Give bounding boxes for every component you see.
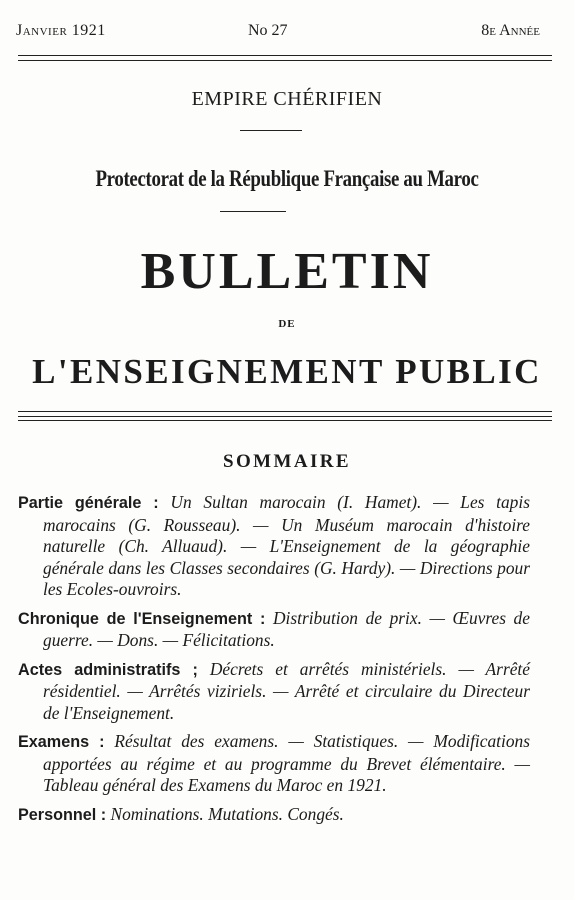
empire-title: EMPIRE CHÉRIFIEN <box>191 88 383 110</box>
entry-head: Actes administratifs ; <box>18 660 198 679</box>
header-rule-bottom <box>18 60 552 61</box>
title-rule-middle <box>18 416 552 417</box>
entry-body: Distribution de prix. — Œuvres de guerre. — Dons. — Félicitations. <box>43 607 530 650</box>
entry-head: Personnel : <box>18 805 107 824</box>
title-rule-bottom <box>18 420 552 421</box>
entry-head: Chronique de l'Enseignement : <box>18 609 266 628</box>
divider-short-2 <box>220 211 286 212</box>
sommaire-entry-examens <box>18 731 530 797</box>
sommaire-heading: SOMMAIRE <box>223 451 351 472</box>
sommaire-entry-actes <box>18 659 530 725</box>
entry-head: Partie générale : <box>18 494 159 512</box>
issue-year: 8e Année <box>481 22 540 39</box>
issue-number: No 27 <box>248 22 288 39</box>
de-word: DE <box>278 318 296 330</box>
protectorat-title: Protectorat de la République Française au Maroc <box>95 166 479 191</box>
page-header <box>0 22 574 46</box>
issue-date: Janvier 1921 <box>16 22 106 39</box>
title-rule-top <box>18 411 552 412</box>
entry-body: Décrets et arrêtés ministériels. — Arrêté résidentiel. — Arrêtés viziriels. — Arrêté et circulaire du Directeur de l'Enseignement. <box>43 658 530 723</box>
enseignement-title: L'ENSEIGNEMENT PUBLIC <box>32 352 542 391</box>
bulletin-title: BULLETIN <box>140 243 434 300</box>
entry-body: Un Sultan marocain (I. Hamet). — Les tapis marocains (G. Rousseau). — Un Muséum marocain d'histoire naturelle (Ch. Alluaud). — L'Enseignement de la géographie générale dans les Classes secondaires (G. Hardy). — Directions pour les Ecoles-ouvroirs. <box>43 492 530 599</box>
entry-body: Nominations. Mutations. Congés. <box>110 803 344 824</box>
entry-head: Examens : <box>18 733 105 751</box>
sommaire-entry-personnel <box>18 804 530 827</box>
sommaire-list <box>18 492 530 833</box>
sommaire-entry-partie-generale <box>18 492 530 601</box>
entry-body: Résultat des examens. — Statistiques. — Modifications apportées au régime et au programme du Brevet élémentaire. — Tableau général des Examens du Maroc en 1921. <box>43 731 530 795</box>
divider-short-1 <box>240 130 302 131</box>
sommaire-entry-chronique <box>18 608 530 652</box>
header-rule-top <box>18 55 552 56</box>
